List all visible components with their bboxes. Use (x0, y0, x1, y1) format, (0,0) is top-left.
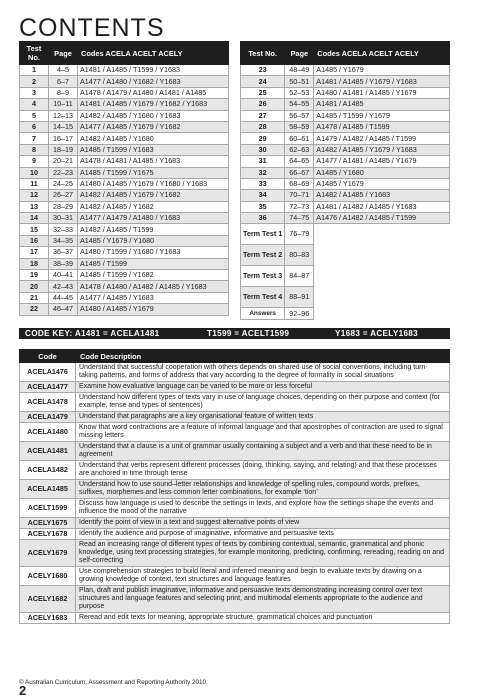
code-cell: ACELA1485 (20, 480, 76, 499)
test-number: 5 (20, 110, 49, 121)
test-number: 3 (20, 87, 49, 98)
codes-list: A1477 / A1479 / A1480 / Y1683 (78, 213, 229, 224)
page-range: 84–87 (285, 266, 314, 287)
page-range: 66–67 (285, 167, 314, 178)
test-number: 30 (241, 144, 285, 155)
page-range: 74–75 (285, 213, 314, 224)
codes-list: A1476 / A1482 / A1485 / T1599 (314, 213, 450, 224)
test-number: 4 (20, 99, 49, 110)
codes-list: A1480 / A1485 / Y1679 (78, 304, 229, 315)
term-test-row (241, 266, 450, 287)
table-row (241, 201, 450, 212)
table-row (241, 87, 450, 98)
test-number: 29 (241, 133, 285, 144)
description-cell: Understand that a clause is a unit of grammar usually containing a subject and a verb and that these need to be in agreement (76, 442, 450, 461)
codes-list: A1485 / Y1679 / Y1680 (78, 235, 229, 246)
description-cell: Know that word contractions are a feature of informal language and that apostrophes of contraction are used to signal missing letters (76, 423, 450, 442)
table-row (20, 65, 229, 76)
codes-list: A1482 / A1485 / Y1679 / Y1683 (314, 144, 450, 155)
test-number: 35 (241, 201, 285, 212)
codes-list: A1485 / T1599 / Y1675 (78, 167, 229, 178)
page-range: 38–39 (49, 258, 78, 269)
table-row (20, 110, 229, 121)
page-range: 58–59 (285, 121, 314, 132)
test-number: 36 (241, 213, 285, 224)
page-range: 60–61 (285, 133, 314, 144)
page-range: 64–65 (285, 156, 314, 167)
table-row (20, 270, 229, 281)
test-number: 27 (241, 110, 285, 121)
code-cell: ACELA1478 (20, 393, 76, 412)
description-cell: Use comprehension strategies to build literal and inferred meaning and begin to evaluate texts by drawing on a growing knowledge of context, text structures and language features (76, 567, 450, 586)
table-row (241, 133, 450, 144)
codes-list: A1482 / A1485 / T1599 (78, 224, 229, 235)
description-row (20, 412, 450, 423)
contents-table-left (19, 41, 229, 316)
description-cell: Reread and edit texts for meaning, appropriate structure, grammatical choices and punctuation (76, 613, 450, 624)
code-key-acely: Y1683 = ACELY1683 (335, 329, 419, 338)
test-number: 31 (241, 156, 285, 167)
answers-label: Answers (241, 308, 285, 319)
code-cell: ACELY1678 (20, 529, 76, 540)
description-row (20, 442, 450, 461)
test-number: 24 (241, 76, 285, 87)
codes-list: A1480 / T1599 / Y1680 / Y1683 (78, 247, 229, 258)
codes-list: A1478 / A1485 / T1599 (314, 121, 450, 132)
table-row (20, 213, 229, 224)
description-cell: Examine how evaluative language can be varied to be more or less forceful (76, 382, 450, 393)
table-row (241, 65, 450, 76)
table-row (241, 76, 450, 87)
test-number: 13 (20, 201, 49, 212)
description-row (20, 567, 450, 586)
code-key-acelt: T1599 = ACELT1599 (207, 329, 290, 338)
page-range: 34–35 (49, 235, 78, 246)
description-row (20, 423, 450, 442)
table-row (20, 190, 229, 201)
description-row (20, 613, 450, 624)
table-row (20, 281, 229, 292)
page-title: CONTENTS (19, 14, 165, 42)
page-range: 8–9 (49, 87, 78, 98)
test-number: 19 (20, 270, 49, 281)
test-number: 25 (241, 87, 285, 98)
test-number: 16 (20, 235, 49, 246)
term-test-row (241, 287, 450, 308)
term-test-row (241, 245, 450, 266)
codes-list: A1481 / A1485 / Y1679 / Y1682 / Y1683 (78, 99, 229, 110)
description-row (20, 499, 450, 518)
description-row (20, 382, 450, 393)
codes-list: A1485 / Y1680 (314, 167, 450, 178)
page-range: 28–29 (49, 201, 78, 212)
table-row (241, 167, 450, 178)
codes-list: A1482 / A1485 / Y1682 (78, 201, 229, 212)
codes-list: A1481 / A1482 / A1485 / Y1683 (314, 201, 450, 212)
page-range: 92–96 (285, 308, 314, 319)
test-number: 8 (20, 144, 49, 155)
table-row (20, 156, 229, 167)
description-cell: Understand how different types of texts vary in use of language choices, depending on their purpose and context (for example, tense and types of sentences) (76, 393, 450, 412)
copyright-note: © Australian Curriculum, Assessment and Reporting Authority 2010. (19, 679, 208, 686)
page-range: 36–37 (49, 247, 78, 258)
test-number: 17 (20, 247, 49, 258)
page-range: 72–73 (285, 201, 314, 212)
page-range: 44–45 (49, 292, 78, 303)
code-key-bar (19, 328, 450, 339)
table-row (241, 178, 450, 189)
test-number: 33 (241, 178, 285, 189)
description-cell: Identify the audience and purpose of imaginative, informative and persuasive texts (76, 529, 450, 540)
header-test-no: Test No. (20, 42, 49, 65)
codes-list: A1478 / A1481 / A1485 / Y1683 (78, 156, 229, 167)
table-row (20, 178, 229, 189)
page-range: 6–7 (49, 76, 78, 87)
description-cell: Read an increasing range of different types of texts by combining contextual, semantic, grammatical and phonic knowledge, using text processing strategies, for example monitoring, predicting, confirming, rereading, reading on and self-correcting (76, 540, 450, 567)
test-number: 10 (20, 167, 49, 178)
table-row (20, 235, 229, 246)
code-cell: ACELY1675 (20, 518, 76, 529)
table-row (20, 304, 229, 315)
table-row (241, 99, 450, 110)
test-number: 7 (20, 133, 49, 144)
contents-table-right (240, 41, 450, 320)
page-range: 24–25 (49, 178, 78, 189)
page-range: 42–43 (49, 281, 78, 292)
test-number: 26 (241, 99, 285, 110)
codes-list: A1485 / Y1679 (314, 65, 450, 76)
table-row (241, 110, 450, 121)
header-page: Page (49, 42, 78, 65)
test-number: 12 (20, 190, 49, 201)
page-number: 2 (19, 683, 27, 698)
codes-list: A1479 / A1482 / A1485 / T1599 (314, 133, 450, 144)
page-range: 30–31 (49, 213, 78, 224)
page-range: 32–33 (49, 224, 78, 235)
code-cell: ACELY1682 (20, 586, 76, 613)
code-cell: ACELY1680 (20, 567, 76, 586)
test-number: 9 (20, 156, 49, 167)
page-range: 20–21 (49, 156, 78, 167)
description-cell: Discuss how language is used to describe the settings in texts, and explore how the settings shape the events and influence the mood of the narrative (76, 499, 450, 518)
description-row (20, 363, 450, 382)
page-range: 56–57 (285, 110, 314, 121)
test-number: 32 (241, 167, 285, 178)
header-codes: Codes ACELA ACELT ACELY (314, 42, 450, 65)
description-cell: Understand that paragraphs are a key organisational feature of written texts (76, 412, 450, 423)
code-cell: ACELA1480 (20, 423, 76, 442)
codes-list: A1485 / T1599 / Y1683 (78, 144, 229, 155)
page-range: 52–53 (285, 87, 314, 98)
codes-list: A1478 / A1480 / A1482 / A1485 / Y1683 (78, 281, 229, 292)
page-range: 26–27 (49, 190, 78, 201)
code-cell: ACELT1599 (20, 499, 76, 518)
page-range: 10–11 (49, 99, 78, 110)
description-cell: Understand that successful cooperation with others depends on shared use of social conventions, including turn-taking patterns, and forms of address that vary according to the degree of formality in social situations (76, 363, 450, 382)
page-range: 22–23 (49, 167, 78, 178)
test-number: 6 (20, 121, 49, 132)
page-range: 80–83 (285, 245, 314, 266)
description-row (20, 461, 450, 480)
table-row (20, 76, 229, 87)
term-test-label: Term Test 4 (241, 287, 285, 308)
test-number: 23 (241, 65, 285, 76)
test-number: 18 (20, 258, 49, 269)
code-cell: ACELA1482 (20, 461, 76, 480)
page-range: 16–17 (49, 133, 78, 144)
header-page: Page (285, 42, 314, 65)
table-row (20, 224, 229, 235)
description-row (20, 540, 450, 567)
description-row (20, 586, 450, 613)
codes-list: A1481 / A1485 (314, 99, 450, 110)
test-number: 2 (20, 76, 49, 87)
codes-list: A1485 / T1599 / Y1682 (78, 270, 229, 281)
code-cell: ACELA1479 (20, 412, 76, 423)
test-number: 15 (20, 224, 49, 235)
code-cell: ACELA1476 (20, 363, 76, 382)
table-row (20, 258, 229, 269)
test-number: 22 (20, 304, 49, 315)
test-number: 28 (241, 121, 285, 132)
page-range: 48–49 (285, 65, 314, 76)
description-row (20, 529, 450, 540)
term-test-label: Term Test 1 (241, 224, 285, 245)
table-row (241, 144, 450, 155)
codes-list: A1478 / A1479 / A1480 / A1481 / A1485 (78, 87, 229, 98)
page-range: 50–51 (285, 76, 314, 87)
codes-list: A1485 / T1599 / Y1679 (314, 110, 450, 121)
page-range: 40–41 (49, 270, 78, 281)
header-codes: Codes ACELA ACELT ACELY (78, 42, 229, 65)
header-code-description: Code Description (76, 350, 450, 363)
header-test-no: Test No. (241, 42, 285, 65)
codes-list: A1477 / A1481 / A1485 / Y1679 (314, 156, 450, 167)
test-number: 21 (20, 292, 49, 303)
page-range: 62–63 (285, 144, 314, 155)
table-row (241, 121, 450, 132)
table-row (241, 213, 450, 224)
codes-list: A1482 / A1485 / Y1680 / Y1683 (78, 110, 229, 121)
codes-list: A1477 / A1480 / Y1682 / Y1683 (78, 76, 229, 87)
description-cell: Plan, draft and publish imaginative, informative and persuasive texts demonstrating increasing control over text structures and language features and selecting print, and multimodal elements appropriate to the audience and purpose (76, 586, 450, 613)
code-cell: ACELY1683 (20, 613, 76, 624)
table-row (20, 121, 229, 132)
codes-list: A1485 / T1599 (78, 258, 229, 269)
header-code: Code (20, 350, 76, 363)
test-number: 1 (20, 65, 49, 76)
test-number: 11 (20, 178, 49, 189)
table-row (20, 133, 229, 144)
codes-list: A1482 / A1485 / Y1680 (78, 133, 229, 144)
page-range: 12–13 (49, 110, 78, 121)
code-description-table (19, 349, 450, 624)
page-range: 68–69 (285, 178, 314, 189)
description-row (20, 480, 450, 499)
page-range: 14–15 (49, 121, 78, 132)
table-row (20, 144, 229, 155)
description-cell: Understand that verbs represent different processes (doing, thinking, saying, and relating) and that these processes are anchored in time through tense (76, 461, 450, 480)
code-cell: ACELA1477 (20, 382, 76, 393)
page-range: 88–91 (285, 287, 314, 308)
description-row (20, 518, 450, 529)
term-test-label: Term Test 3 (241, 266, 285, 287)
term-test-row (241, 224, 450, 245)
codes-list: A1480 / A1485 / Y1679 / Y1680 / Y1683 (78, 178, 229, 189)
codes-list: A1482 / A1485 / Y1679 / Y1682 (78, 190, 229, 201)
page-range: 4–5 (49, 65, 78, 76)
table-row (20, 247, 229, 258)
table-row (20, 87, 229, 98)
codes-list: A1481 / A1485 / T1599 / Y1683 (78, 65, 229, 76)
code-cell: ACELY1679 (20, 540, 76, 567)
test-number: 14 (20, 213, 49, 224)
page-range: 46–47 (49, 304, 78, 315)
page-range: 70–71 (285, 190, 314, 201)
codes-list: A1477 / A1485 / Y1683 (78, 292, 229, 303)
table-row (20, 201, 229, 212)
code-key-acela: CODE KEY: A1481 = ACELA1481 (25, 329, 160, 338)
page-range: 18–19 (49, 144, 78, 155)
code-cell: ACELA1481 (20, 442, 76, 461)
description-cell: Understand how to use sound–letter relationships and knowledge of spelling rules, compound words, prefixes, suffixes, morphemes and less common letter combinations, for example ‘tion’ (76, 480, 450, 499)
table-row (241, 156, 450, 167)
codes-list: A1485 / Y1679 (314, 178, 450, 189)
table-row (20, 167, 229, 178)
description-cell: Identify the point of view in a text and suggest alternative points of view (76, 518, 450, 529)
answers-row (241, 308, 450, 319)
page-range: 54–55 (285, 99, 314, 110)
table-row (20, 99, 229, 110)
term-test-label: Term Test 2 (241, 245, 285, 266)
description-row (20, 393, 450, 412)
codes-list: A1480 / A1481 / A1485 / Y1679 (314, 87, 450, 98)
codes-list: A1482 / A1485 / Y1683 (314, 190, 450, 201)
table-row (20, 292, 229, 303)
codes-list: A1477 / A1485 / Y1679 / Y1682 (78, 121, 229, 132)
test-number: 20 (20, 281, 49, 292)
test-number: 34 (241, 190, 285, 201)
table-row (241, 190, 450, 201)
page-range: 76–79 (285, 224, 314, 245)
codes-list: A1481 / A1485 / Y1679 / Y1683 (314, 76, 450, 87)
